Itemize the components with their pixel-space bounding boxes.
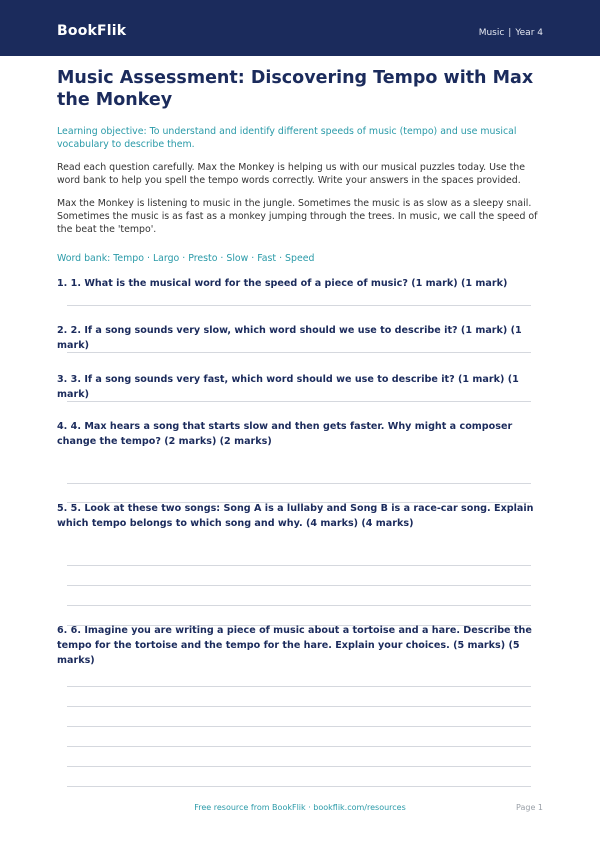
answer-line[interactable] <box>67 483 531 484</box>
meta-separator: | <box>508 28 512 38</box>
question-3: 3. 3. If a song sounds very fast, which word should we use to describe it? (1 mark) (1 mark) <box>57 374 519 400</box>
answer-line[interactable] <box>67 766 531 767</box>
header-meta <box>479 28 543 38</box>
document-intro <box>57 67 543 265</box>
question-6: 6. 6. Imagine you are writing a piece of music about a tortoise and a hare. Describe the tempo for the tortoise and the tempo for the hare. Explain your choices. (5 marks) (5 marks) <box>57 625 532 666</box>
instructions-paragraph: Read each question carefully. Max the Monkey is helping us with our musical puzzles today. Use the word bank to help you spell the tempo words correctly. Write your answers in the spaces provided. <box>57 162 526 186</box>
answer-line[interactable] <box>67 401 531 402</box>
learning-objective: Learning objective: To understand and identify different speeds of music (tempo) and use musical vocabulary to describe them. <box>57 126 517 150</box>
question-5: 5. 5. Look at these two songs: Song A is a lullaby and Song B is a race-car song. Explain which tempo belongs to which song and why. (4 marks) (4 marks) <box>57 503 534 529</box>
footer-resource-link[interactable]: Free resource from BookFlik · bookflik.com/resources <box>194 803 406 812</box>
answer-line[interactable] <box>67 585 531 586</box>
answer-line[interactable] <box>67 305 531 306</box>
subject-label: Music <box>478 28 505 38</box>
question-1: 1. 1. What is the musical word for the speed of a piece of music? (1 mark) (1 mark) <box>57 278 508 289</box>
answer-line[interactable] <box>67 726 531 727</box>
answer-line[interactable] <box>67 605 531 606</box>
answer-line[interactable] <box>67 565 531 566</box>
question-2: 2. 2. If a song sounds very slow, which word should we use to describe it? (1 mark) (1 mark) <box>57 325 522 351</box>
answer-line[interactable] <box>67 786 531 787</box>
brand-logo-text[interactable]: BookFlik <box>57 23 127 39</box>
document-title: Music Assessment: Discovering Tempo with Max the Monkey <box>57 68 534 110</box>
year-label: Year 4 <box>515 28 543 38</box>
story-paragraph: Max the Monkey is listening to music in the jungle. Sometimes the music is as slow as a sleepy snail. Sometimes the music is as fast as a monkey jumping through the trees. In music, we call the speed of the beat the 'tempo'. <box>57 198 538 235</box>
answer-line[interactable] <box>67 352 531 353</box>
answer-line[interactable] <box>67 706 531 707</box>
word-bank: Word bank: Tempo · Largo · Presto · Slow · Fast · Speed <box>57 253 315 264</box>
answer-line[interactable] <box>67 686 531 687</box>
page-header <box>0 0 600 56</box>
question-4: 4. 4. Max hears a song that starts slow and then gets faster. Why might a composer change the tempo? (2 marks) (2 marks) <box>57 421 513 447</box>
answer-line[interactable] <box>67 746 531 747</box>
page-number: Page 1 <box>516 803 543 812</box>
